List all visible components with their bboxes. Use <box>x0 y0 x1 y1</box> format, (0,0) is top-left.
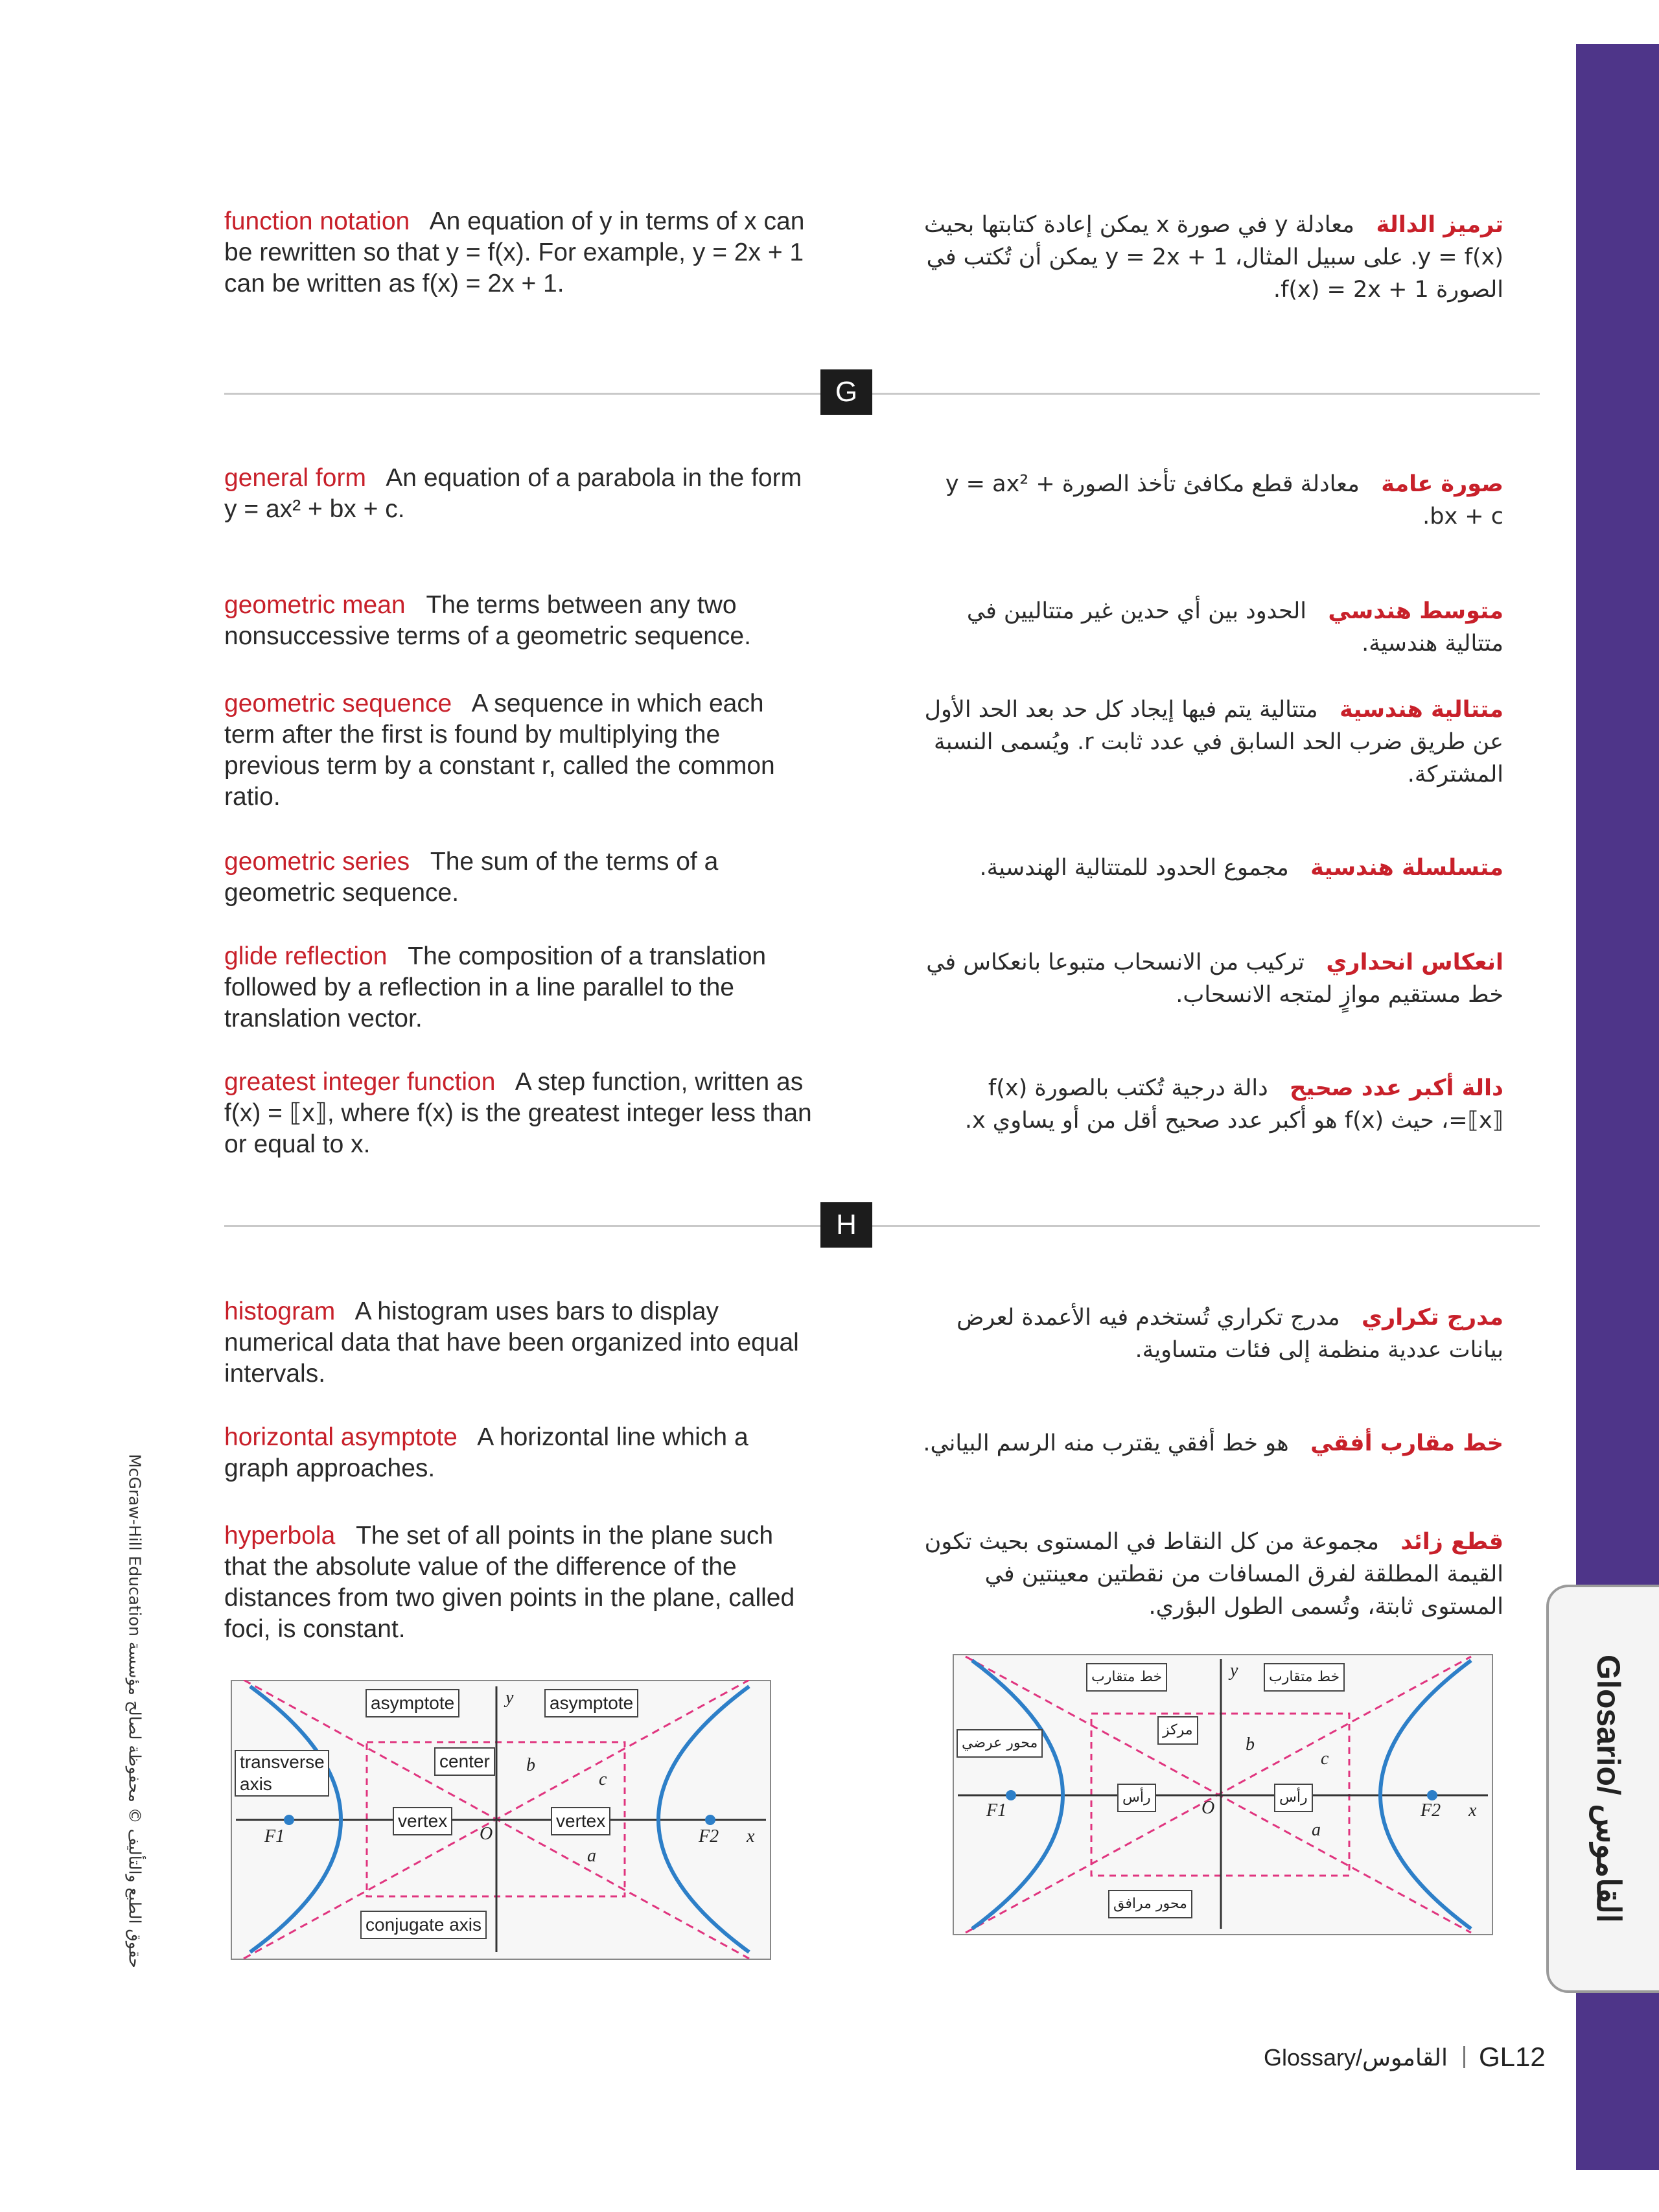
term-label: geometric sequence <box>224 690 452 717</box>
label-b-ar: b <box>1246 1734 1255 1754</box>
definition: مجموع الحدود للمتتالية الهندسية. <box>979 855 1289 881</box>
footer-label: Glossary/القاموس <box>1264 2044 1448 2071</box>
label-focus-1: F1 <box>264 1826 285 1846</box>
entry-hyperbola-en <box>224 1520 814 1645</box>
label-asymptote-left-ar: خط متقارب <box>1086 1663 1167 1692</box>
term-label: متتالية هندسية <box>1340 697 1503 723</box>
section-divider-h <box>224 1225 1540 1227</box>
term-label: ترميز الدالة <box>1376 212 1503 238</box>
entry-geometric-series-en <box>224 846 814 909</box>
label-transverse-axis: transverse axis <box>235 1750 329 1797</box>
definition: متتالية يتم فيها إيجاد كل حد بعد الحد الأول عن طريق ضرب الحد السابق في عدد ثابت r. ويُسمى النسبة المشتركة. <box>924 697 1503 787</box>
definition: مجموعة من كل النقاط في المستوى بحيث تكون القيمة المطلقة لفرق المسافات من نقطتين معينتين في المستوى ثابتة، وتُسمى الطول البؤري. <box>924 1529 1503 1620</box>
entry-function-notation-en <box>224 206 814 299</box>
label-b: b <box>526 1755 535 1775</box>
label-transverse-axis-ar: محور عرضي <box>957 1729 1043 1758</box>
entry-geometric-mean-ar <box>920 595 1503 660</box>
label-conjugate-axis-ar: محور مرافق <box>1108 1890 1192 1918</box>
label-c: c <box>599 1769 607 1789</box>
term-label: geometric series <box>224 848 410 876</box>
glossary-tab-label: Glosario/ القاموس <box>1590 1655 1627 1923</box>
definition: دالة درجية تُكتب بالصورة f(x) =⟦x⟧، حيث f(x) هو أكبر عدد صحيح أقل من أو يساوي x. <box>964 1075 1503 1134</box>
term-label: histogram <box>224 1298 336 1325</box>
entry-horizontal-asymptote-ar <box>920 1427 1503 1460</box>
label-vertex-left-ar: رأس <box>1117 1784 1156 1812</box>
label-a: a <box>587 1846 596 1866</box>
term-label: قطع زائد <box>1400 1529 1503 1555</box>
label-origin-ar: O <box>1201 1798 1215 1818</box>
definition: A horizontal line which a graph approaches. <box>224 1423 748 1482</box>
page-number: GL12 <box>1479 2042 1546 2072</box>
term-label: متسلسلة هندسية <box>1310 855 1503 881</box>
label-x-axis-ar: x <box>1468 1800 1477 1821</box>
definition: هو خط أفقي يقترب منه الرسم البياني. <box>923 1430 1289 1456</box>
term-label: صورة عامة <box>1381 471 1503 497</box>
hyperbola-diagram-svg <box>231 1680 771 1960</box>
entry-greatest-integer-function-ar <box>920 1072 1503 1137</box>
label-asymptote-left: asymptote <box>365 1689 459 1717</box>
definition: الحدود بين أي حدين غير متتاليين في متتالية هندسية. <box>966 598 1503 657</box>
term-label: hyperbola <box>224 1522 336 1550</box>
definition: An equation of y in terms of x can be rewritten so that y = f(x). For example, y = 2x + 1 can be written as f(x) = 2x + 1. <box>224 207 805 297</box>
term-label: انعكاس انحداري <box>1326 949 1503 975</box>
hyperbola-diagram-en <box>231 1680 771 1960</box>
section-divider-g <box>224 393 1540 395</box>
definition: معادلة قطع مكافئ تأخذ الصورة y = ax² + bx + c. <box>945 471 1503 530</box>
term-label: function notation <box>224 207 410 235</box>
term-label: general form <box>224 464 366 492</box>
entry-geometric-sequence-ar <box>920 693 1503 791</box>
copyright-spine: McGraw-Hill Education حقوق الطبع والتأليف © محفوظة لصالح مؤسسة <box>125 1454 145 1968</box>
term-label: geometric mean <box>224 591 406 619</box>
term-label: horizontal asymptote <box>224 1423 458 1451</box>
entry-horizontal-asymptote-en <box>224 1422 814 1484</box>
definition: A histogram uses bars to display numerical data that have been organized into equal intervals. <box>224 1298 799 1388</box>
definition: A sequence in which each term after the first is found by multiplying the previous term by a constant r, called the common ratio. <box>224 690 775 811</box>
label-vertex-left: vertex <box>393 1807 452 1835</box>
entry-histogram-ar <box>920 1301 1503 1366</box>
entry-histogram-en <box>224 1296 814 1390</box>
label-x-axis: x <box>747 1826 755 1846</box>
term-label: greatest integer function <box>224 1068 496 1096</box>
definition: The sum of the terms of a geometric sequence. <box>224 848 719 907</box>
entry-glide-reflection-ar <box>920 946 1503 1011</box>
entry-hyperbola-ar <box>920 1526 1503 1623</box>
label-origin: O <box>480 1824 493 1844</box>
entry-greatest-integer-function-en <box>224 1067 814 1160</box>
definition: تركيب من الانسحاب متبوعا بانعكاس في خط مستقيم موازٍ لمتجه الانسحاب. <box>926 949 1503 1008</box>
section-letter-g: G <box>820 369 872 415</box>
entry-glide-reflection-en <box>224 941 814 1034</box>
term-label: خط مقارب أفقي <box>1310 1430 1503 1456</box>
term-label: مدرج تكراري <box>1362 1305 1503 1331</box>
entry-geometric-sequence-en <box>224 688 814 813</box>
entry-general-form-ar <box>920 468 1503 533</box>
label-focus-1-ar: F1 <box>986 1800 1007 1821</box>
term-label: glide reflection <box>224 942 388 970</box>
label-focus-2-ar: F2 <box>1421 1800 1441 1821</box>
label-conjugate-axis: conjugate axis <box>360 1911 487 1939</box>
section-letter-h: H <box>820 1202 872 1248</box>
definition: An equation of a parabola in the form y = ax² + bx + c. <box>224 464 802 523</box>
hyperbola-diagram-ar-svg <box>953 1654 1493 1935</box>
label-y-axis: y <box>505 1688 514 1708</box>
entry-geometric-series-ar <box>920 852 1503 884</box>
label-a-ar: a <box>1312 1820 1321 1840</box>
label-asymptote-right-ar: خط متقارب <box>1264 1663 1345 1692</box>
definition: The terms between any two nonsuccessive terms of a geometric sequence. <box>224 591 751 650</box>
label-center: center <box>434 1747 495 1776</box>
label-c-ar: c <box>1321 1749 1329 1769</box>
footer-divider <box>1463 2046 1465 2068</box>
label-focus-2: F2 <box>699 1826 719 1846</box>
definition: The composition of a translation followed by a reflection in a line parallel to the translation vector. <box>224 942 767 1032</box>
hyperbola-diagram-ar <box>953 1654 1493 1935</box>
term-label: دالة أكبر عدد صحيح <box>1290 1075 1503 1101</box>
label-vertex-right: vertex <box>551 1807 610 1835</box>
entry-geometric-mean-en <box>224 590 814 652</box>
term-label: متوسط هندسي <box>1328 598 1503 624</box>
label-y-axis-ar: y <box>1230 1660 1238 1681</box>
definition: A step function, written as f(x) = ⟦x⟧, where f(x) is the greatest integer less than or equal to x. <box>224 1068 812 1158</box>
entry-general-form-en <box>224 463 814 525</box>
definition: The set of all points in the plane such that the absolute value of the difference of the distances from two given points in the plane, called foci, is constant. <box>224 1522 795 1643</box>
label-vertex-right-ar: رأس <box>1274 1784 1313 1812</box>
label-asymptote-right: asymptote <box>544 1689 638 1717</box>
definition: مدرج تكراري تُستخدم فيه الأعمدة لعرض بيانات عددية منظمة إلى فئات متساوية. <box>957 1305 1503 1363</box>
definition: معادلة y في صورة x يمكن إعادة كتابتها بحيث y = f(x). على سبيل المثال، y = 2x + 1 يمكن أن تُكتب في الصورة f(x) = 2x + 1. <box>923 212 1503 303</box>
label-center-ar: مركز <box>1157 1716 1198 1745</box>
entry-function-notation-ar <box>920 209 1503 306</box>
